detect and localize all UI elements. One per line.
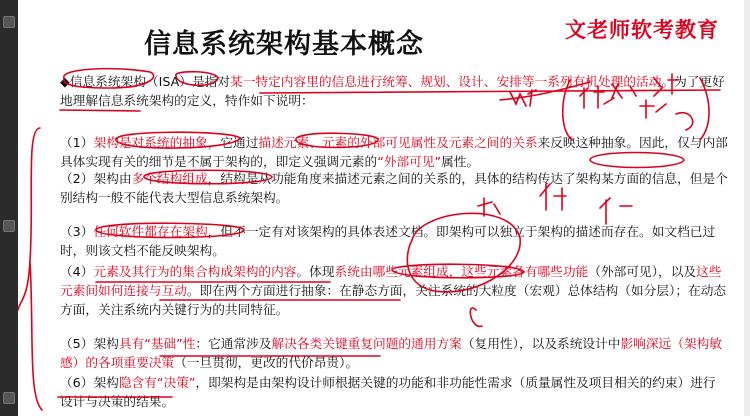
brand-watermark: 文老师软考教育 xyxy=(565,18,719,42)
point-highlight: 描述元素、元素的外部可见属性及元素之间的关系 xyxy=(258,135,538,150)
point-text: ，即架构是由架构设计师根据关键的功能和非功能性需求（质量属性及项目相关的约束）进行设计与决策的结果。 xyxy=(60,375,716,409)
point-text: （5）架构 xyxy=(60,336,119,351)
point-3 xyxy=(60,222,728,260)
point-text: （复用性），以及系统设计中 xyxy=(461,336,621,351)
point-text: ，它通过 xyxy=(207,135,259,150)
point-text: （3） xyxy=(60,224,94,239)
point-text: ，但不一定有对该架构的具体表述文档。即架构可以独立于架构的描述而存在。如文档已过时，则该文档不能反映架构。 xyxy=(60,224,716,258)
point-text: （6）架构 xyxy=(60,375,119,390)
point-5 xyxy=(60,334,728,372)
page-title: 信息系统架构基本概念 xyxy=(144,29,424,60)
scrollbar[interactable] xyxy=(744,0,750,416)
point-2 xyxy=(60,169,728,207)
point-highlight: 影响深远（架构敏感）的各项重要决策 xyxy=(60,336,722,370)
point-text: ，结构是从功能角度来描述元素之间的关系的，具体的结构传达了架构某方面的信息，但是个别结构一般不能代表大型信息系统架构。 xyxy=(60,171,728,205)
point-6 xyxy=(60,373,728,411)
point-text: （外部可见），以及 xyxy=(588,264,697,279)
point-text: （一旦贯彻，更改的代价昂贵）。 xyxy=(174,355,359,370)
point-4 xyxy=(60,262,728,319)
point-highlight: 隐含有“决策” xyxy=(118,375,196,390)
point-text: ：它通常涉及 xyxy=(195,336,272,351)
point-highlight: 多个结构组成 xyxy=(131,171,208,186)
point-highlight: 架构是对系统的抽象 xyxy=(93,135,208,150)
point-text: （2）架构由 xyxy=(60,171,132,186)
point-highlight: 具有“基础”性 xyxy=(118,336,196,351)
intro-text: 信息系统架构（ISA）是指对 xyxy=(69,74,231,89)
intro-highlight: 某一特定内容里的信息进行统筹、规划、设计、安排等一系列有机处理的活动 xyxy=(230,74,662,89)
point-highlight: “外部可见” xyxy=(377,154,442,169)
point-text: （4） xyxy=(60,264,94,279)
point-text: 来反映这种抽象。因此，仅与内部具体实现有关的细节是不属于架构的，即定义强调元素的 xyxy=(60,135,728,169)
point-highlight: 任何软件都存在架构 xyxy=(93,224,208,239)
point-highlight: 元素及其行为的集合构成架构的内容 xyxy=(93,264,297,279)
point-text: 。体现 xyxy=(296,264,335,279)
toolbar-button[interactable] xyxy=(3,220,15,232)
left-toolbar-strip xyxy=(0,0,18,416)
point-1 xyxy=(60,133,728,171)
bullet-icon: ◆ xyxy=(60,74,70,89)
point-highlight: 系统由哪些元素组成，这些元素各有哪些功能 xyxy=(334,264,589,279)
left-brace xyxy=(18,128,42,410)
point-text: 属性。 xyxy=(441,154,480,169)
intro-paragraph xyxy=(60,72,728,110)
point-highlight: 解决各类关键重复问题的通用方案 xyxy=(271,336,462,351)
point-highlight: 这些元素间如何连接与互动 xyxy=(60,264,722,298)
point-text: 。即在两个方面进行抽象：在静态方面，关注系统的大粒度（宏观）总体结构（如分层）；在动态方面，关注系统内关键行为的共同特征。 xyxy=(60,283,727,317)
point-text: （1） xyxy=(60,135,94,150)
toolbar-button[interactable] xyxy=(3,16,15,28)
ink-scribble xyxy=(676,113,693,130)
ink-underline xyxy=(60,110,140,111)
toolbar-button[interactable] xyxy=(3,392,15,404)
intro-text: 。为了更好地理解信息系统架构的定义，特作如下说明： xyxy=(60,74,725,108)
